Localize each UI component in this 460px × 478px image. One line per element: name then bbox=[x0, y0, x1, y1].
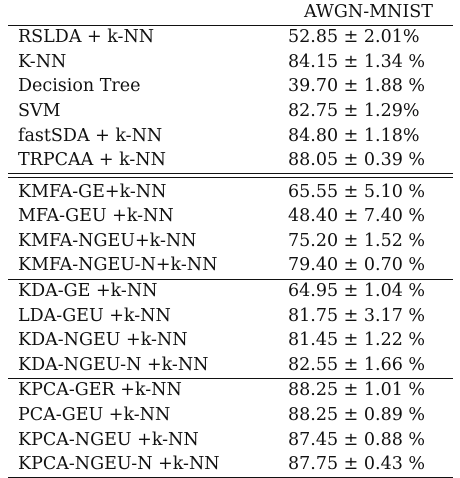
value-cell: 84.80 ± 1.18% bbox=[288, 125, 420, 146]
method-cell: TRPCAA + k-NN bbox=[18, 150, 166, 171]
table-row bbox=[8, 353, 453, 378]
header-metric-cell: AWGN-MNIST bbox=[304, 1, 433, 22]
value-cell: 52.85 ± 2.01% bbox=[288, 27, 420, 48]
table-row bbox=[8, 26, 453, 51]
table-row bbox=[8, 149, 453, 174]
method-cell: K-NN bbox=[18, 51, 67, 72]
results-table bbox=[8, 0, 453, 478]
table-row bbox=[8, 180, 453, 205]
value-cell: 79.40 ± 0.70 % bbox=[288, 255, 426, 276]
value-cell: 88.05 ± 0.39 % bbox=[288, 150, 426, 171]
value-cell: 75.20 ± 1.52 % bbox=[288, 230, 426, 251]
value-cell: 81.45 ± 1.22 % bbox=[288, 330, 426, 351]
method-cell: LDA-GEU +k-NN bbox=[18, 305, 171, 326]
method-cell: PCA-GEU +k-NN bbox=[18, 405, 171, 426]
table-row bbox=[8, 229, 453, 254]
method-cell: fastSDA + k-NN bbox=[18, 125, 163, 146]
value-cell: 88.25 ± 1.01 % bbox=[288, 380, 426, 401]
value-cell: 88.25 ± 0.89 % bbox=[288, 405, 426, 426]
value-cell: 65.55 ± 5.10 % bbox=[288, 181, 426, 202]
table-row bbox=[8, 75, 453, 100]
value-cell: 87.75 ± 0.43 % bbox=[288, 454, 426, 475]
table-header-row bbox=[8, 0, 453, 25]
table-row bbox=[8, 205, 453, 230]
table-row bbox=[8, 329, 453, 354]
table-row bbox=[8, 428, 453, 453]
method-cell: KPCA-NGEU +k-NN bbox=[18, 429, 199, 450]
value-cell: 39.70 ± 1.88 % bbox=[288, 76, 426, 97]
group-baselines bbox=[8, 26, 453, 174]
table-row bbox=[8, 254, 453, 279]
table-row bbox=[8, 304, 453, 329]
value-cell: 48.40 ± 7.40 % bbox=[288, 206, 426, 227]
double-rule bbox=[8, 173, 453, 178]
table-row bbox=[8, 453, 453, 478]
method-cell: KDA-GE +k-NN bbox=[18, 281, 158, 302]
value-cell: 84.15 ± 1.34 % bbox=[288, 51, 426, 72]
value-cell: 81.75 ± 3.17 % bbox=[288, 305, 426, 326]
table-row bbox=[8, 280, 453, 305]
method-cell: KMFA-NGEU+k-NN bbox=[18, 230, 197, 251]
table-row bbox=[8, 50, 453, 75]
table-row bbox=[8, 379, 453, 404]
method-cell: KPCA-NGEU-N +k-NN bbox=[18, 454, 220, 475]
table-row bbox=[8, 404, 453, 429]
method-cell: KMFA-GE+k-NN bbox=[18, 181, 167, 202]
method-cell: KMFA-NGEU-N+k-NN bbox=[18, 255, 218, 276]
method-cell: SVM bbox=[18, 100, 61, 121]
table-row bbox=[8, 124, 453, 149]
method-cell: Decision Tree bbox=[18, 76, 141, 97]
group-kpca bbox=[8, 379, 453, 477]
method-cell: KPCA-GER +k-NN bbox=[18, 380, 182, 401]
value-cell: 87.45 ± 0.88 % bbox=[288, 429, 426, 450]
method-cell: RSLDA + k-NN bbox=[18, 27, 155, 48]
method-cell: KDA-NGEU +k-NN bbox=[18, 330, 188, 351]
table-row bbox=[8, 99, 453, 124]
value-cell: 82.55 ± 1.66 % bbox=[288, 354, 426, 375]
value-cell: 82.75 ± 1.29% bbox=[288, 100, 420, 121]
method-cell: KDA-NGEU-N +k-NN bbox=[18, 354, 209, 375]
value-cell: 64.95 ± 1.04 % bbox=[288, 281, 426, 302]
method-cell: MFA-GEU +k-NN bbox=[18, 206, 174, 227]
group-kda bbox=[8, 280, 453, 378]
group-kmfa bbox=[8, 180, 453, 278]
